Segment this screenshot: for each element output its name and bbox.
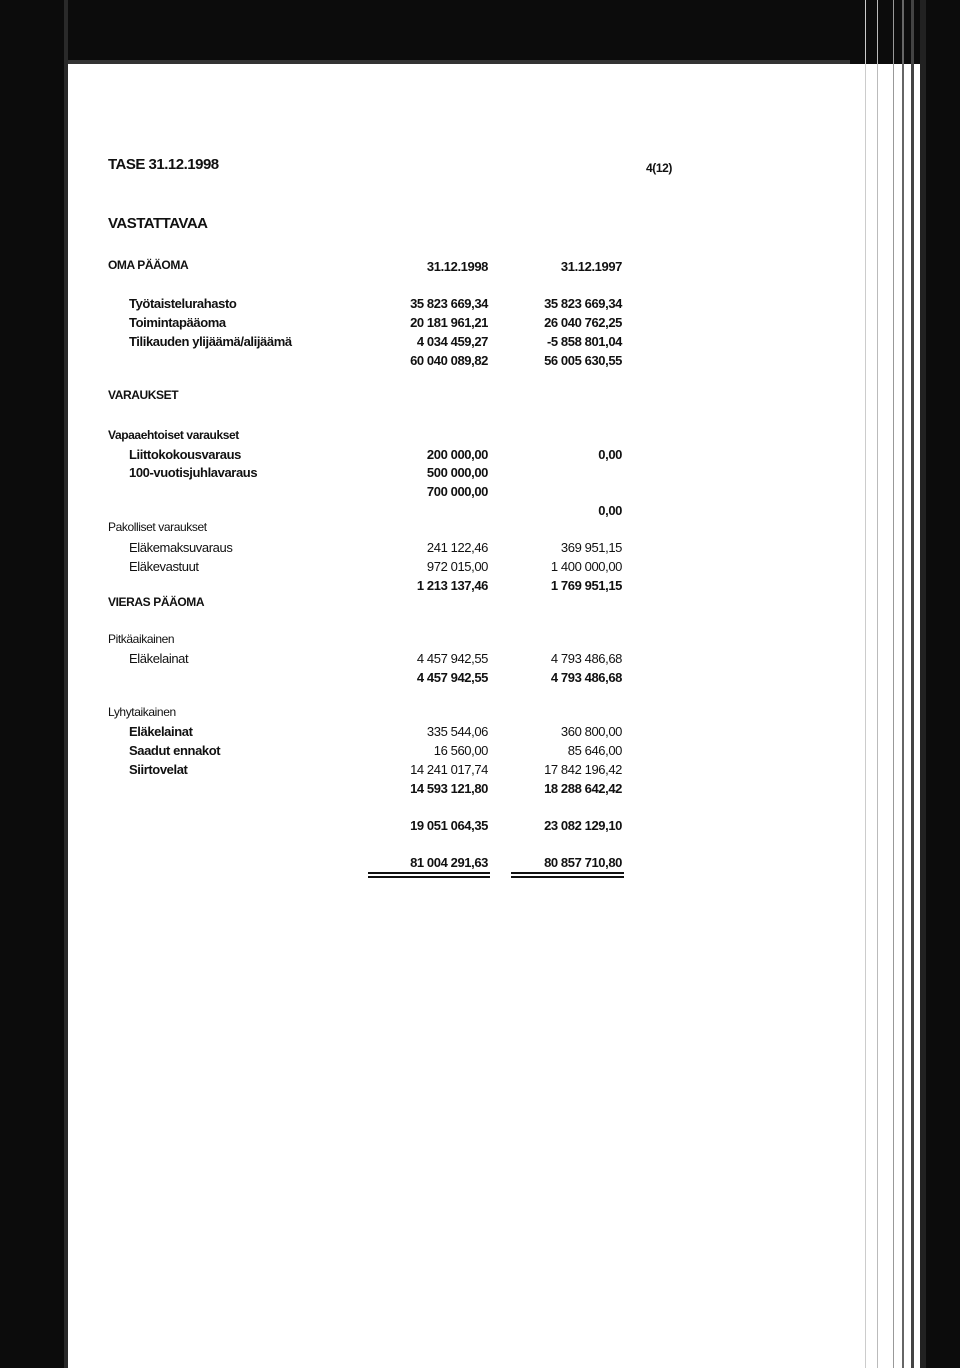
row-label: Toimintapääoma <box>129 315 226 330</box>
row-value-1997: 85 646,00 <box>567 743 622 758</box>
page-edge <box>893 0 894 1368</box>
row-label: Saadut ennakot <box>129 743 221 758</box>
page-edge <box>877 0 878 1368</box>
row-value-1997: 17 842 196,42 <box>544 762 622 777</box>
scan-border-left <box>0 0 68 1368</box>
row-value-1997: 26 040 762,25 <box>544 315 622 330</box>
subtotal-1997: 18 288 642,42 <box>544 781 622 796</box>
subtotal-1997: 4 793 486,68 <box>550 670 622 685</box>
row-value-1998: 4 457 942,55 <box>416 651 488 666</box>
row-value-1997: 369 951,15 <box>560 540 622 555</box>
row-value-1997: -5 858 801,04 <box>546 334 622 349</box>
section-total-1998: 19 051 064,35 <box>410 818 488 833</box>
page-number: 4(12) <box>646 161 673 175</box>
row-value-1998: 335 544,06 <box>426 724 488 739</box>
row-label: 100-vuotisjuhlavaraus <box>129 465 258 480</box>
subtotal-1997: 56 005 630,55 <box>544 353 622 368</box>
row-label: Eläkelainat <box>129 651 189 666</box>
row-value-1998: 4 034 459,27 <box>416 334 488 349</box>
row-value-1997: 360 800,00 <box>560 724 622 739</box>
document-title: TASE 31.12.1998 <box>108 156 219 173</box>
row-label: Liittokokousvaraus <box>129 447 241 462</box>
page-edge <box>920 0 926 1368</box>
page-edge <box>911 0 914 1368</box>
row-value-1997: 35 823 669,34 <box>544 296 622 311</box>
row-value-1998: 20 181 961,21 <box>410 315 488 330</box>
grand-total-double-underline <box>511 876 624 878</box>
subtotal-1998: 1 213 137,46 <box>416 578 488 593</box>
row-label: Tilikauden ylijäämä/alijäämä <box>129 334 292 349</box>
grand-total-underline <box>368 872 490 874</box>
row-value-1998: 241 122,46 <box>426 540 488 555</box>
row-value-1997: 0,00 <box>598 447 622 462</box>
section-title: VASTATTAVAA <box>108 215 208 232</box>
row-value-1998: 35 823 669,34 <box>410 296 488 311</box>
grand-total-double-underline <box>368 876 490 878</box>
row-label: Siirtovelat <box>129 762 188 777</box>
grand-total-1997: 80 857 710,80 <box>544 855 622 870</box>
row-label: Työtaistelurahasto <box>129 296 237 311</box>
page-edge <box>902 0 904 1368</box>
page-edge <box>865 0 866 1368</box>
heading-varaukset: VARAUKSET <box>108 388 179 402</box>
row-value-1998: 200 000,00 <box>426 447 488 462</box>
column-header-1998: 31.12.1998 <box>426 259 488 274</box>
row-label: Eläkemaksuvaraus <box>129 540 233 555</box>
heading-oma-paaoma: OMA PÄÄOMA <box>108 258 189 272</box>
row-value-1997: 4 793 486,68 <box>550 651 622 666</box>
row-value-1998: 972 015,00 <box>426 559 488 574</box>
scan-border-right <box>926 0 960 1368</box>
subheading-pakolliset: Pakolliset varaukset <box>108 520 207 534</box>
section-total-1997: 23 082 129,10 <box>544 818 622 833</box>
subtotal-1997: 0,00 <box>598 503 622 518</box>
row-value-1998: 500 000,00 <box>426 465 488 480</box>
subtotal-1998: 4 457 942,55 <box>416 670 488 685</box>
subheading-pitkaaikainen: Pitkäaikainen <box>108 632 175 646</box>
column-header-1997: 31.12.1997 <box>560 259 622 274</box>
subtotal-1998: 14 593 121,80 <box>410 781 488 796</box>
heading-vieras-paaoma: VIERAS PÄÄOMA <box>108 595 205 609</box>
subheading-vapaaehtoiset: Vapaaehtoiset varaukset <box>108 428 239 442</box>
grand-total-1998: 81 004 291,63 <box>410 855 488 870</box>
row-value-1998: 14 241 017,74 <box>410 762 488 777</box>
row-label: Eläkelainat <box>129 724 193 739</box>
subheading-lyhytaikainen: Lyhytaikainen <box>108 705 176 719</box>
row-label: Eläkevastuut <box>129 559 199 574</box>
row-value-1997: 1 400 000,00 <box>550 559 622 574</box>
grand-total-underline <box>511 872 624 874</box>
subtotal-1998: 60 040 089,82 <box>410 353 488 368</box>
subtotal-1998: 700 000,00 <box>426 484 488 499</box>
subtotal-1997: 1 769 951,15 <box>550 578 622 593</box>
row-value-1998: 16 560,00 <box>433 743 488 758</box>
scan-border-top <box>0 0 960 64</box>
